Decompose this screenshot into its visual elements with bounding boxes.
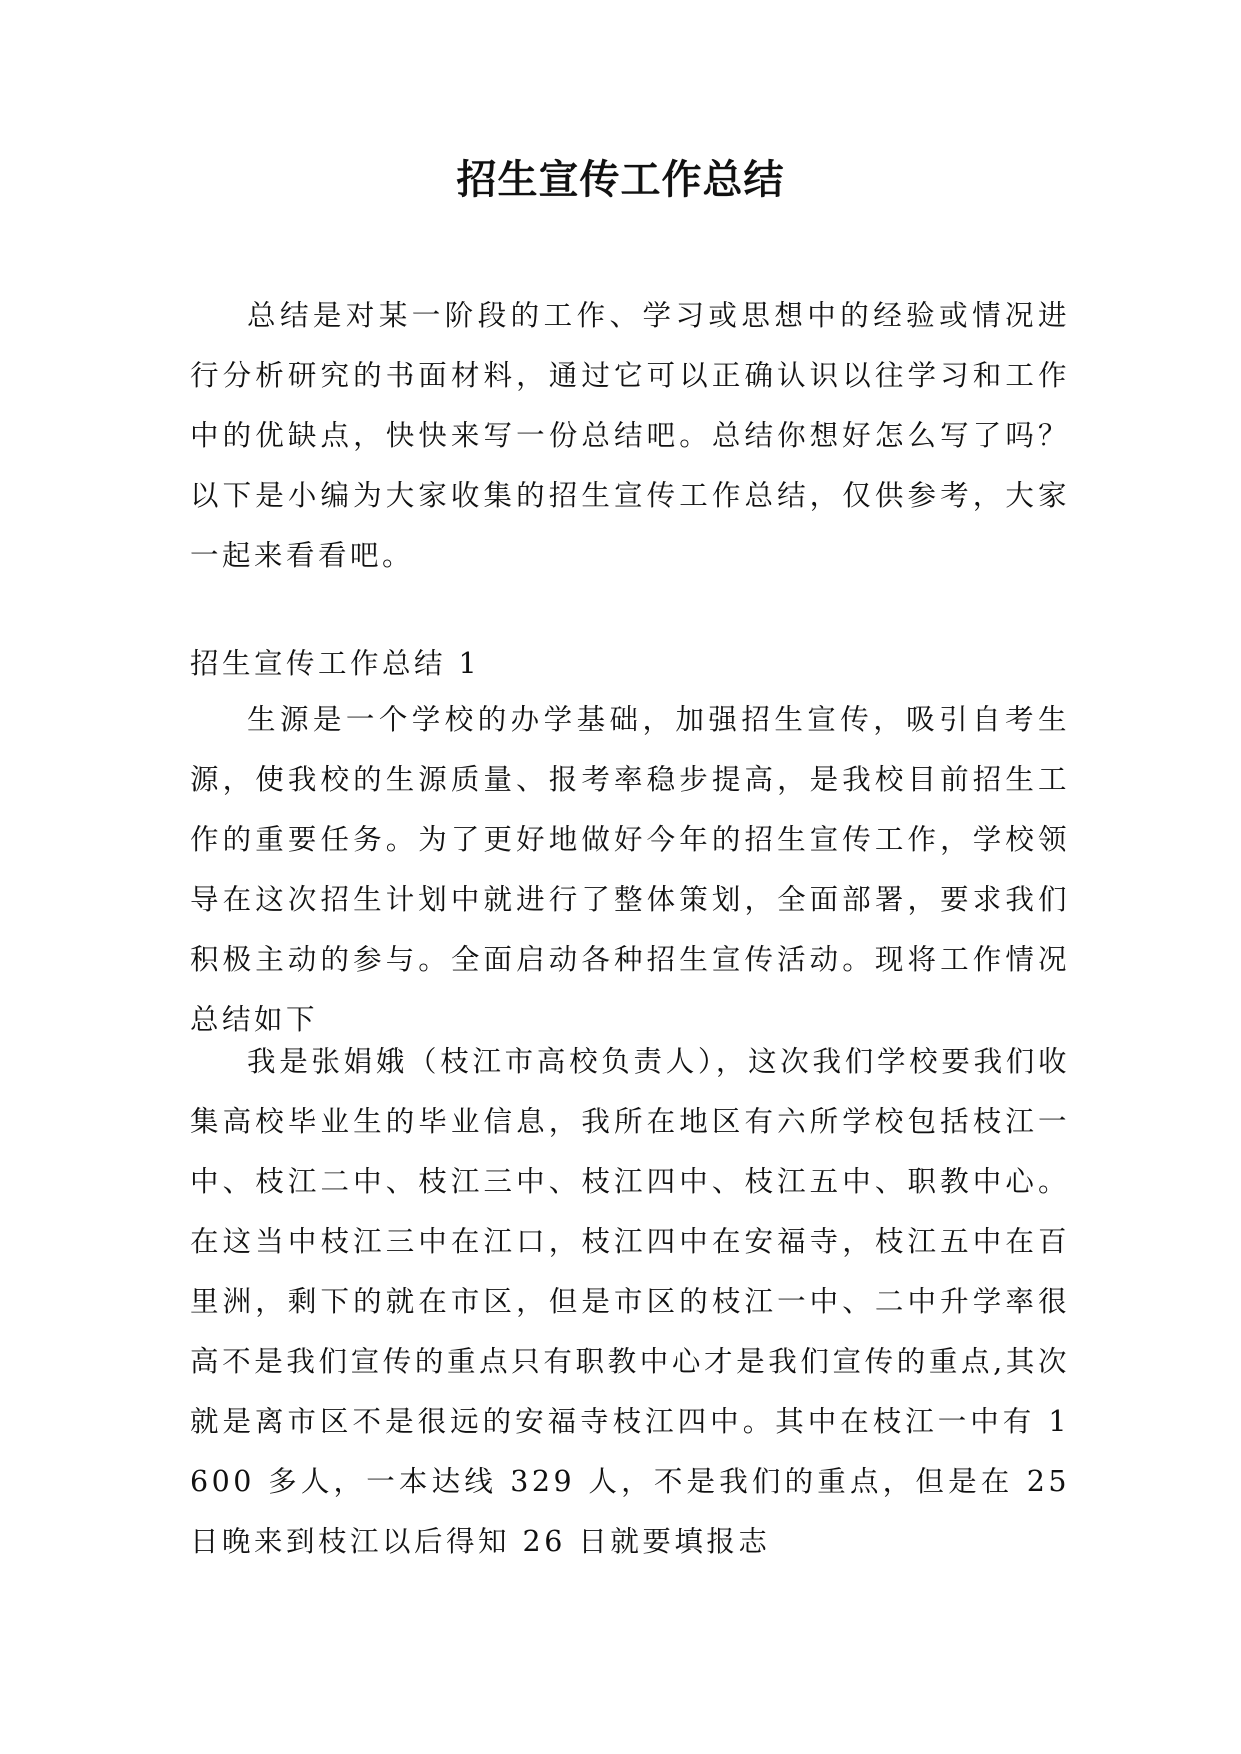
document-title: 招生宣传工作总结 (456, 156, 785, 203)
section-heading: 招生宣传工作总结 1 (190, 647, 481, 680)
intro-paragraph: 总结是对某一阶段的工作、学习或思想中的经验或情况进行分析研究的书面材料，通过它可以正确认识以往学习和工作中的优缺点，快快来写一份总结吧。总结你想好怎么写了吗？以下是小编为大家收集的招生宣传工作总结，仅供参考，大家一起来看看吧。 (190, 299, 1070, 572)
body-paragraph: 生源是一个学校的办学基础，加强招生宣传，吸引自考生源，使我校的生源质量、报考率稳步提高，是我校目前招生工作的重要任务。为了更好地做好今年的招生宣传工作，学校领导在这次招生计划中就进行了整体策划，全面部署，要求我们积极主动的参与。全面启动各种招生宣传活动。现将工作情况总结如下 (190, 703, 1070, 1036)
body-paragraph: 我是张娟娥（枝江市高校负责人），这次我们学校要我们收集高校毕业生的毕业信息，我所在地区有六所学校包括枝江一中、枝江二中、枝江三中、枝江四中、枝江五中、职教中心。在这当中枝江三中在江口，枝江四中在安福寺，枝江五中在百里洲，剩下的就在市区，但是市区的枝江一中、二中升学率很高不是我们宣传的重点只有职教中心才是我们宣传的重点,其次就是离市区不是很远的安福寺枝江四中。其中在枝江一中有 1600 多人，一本达线 329 人，不是我们的重点，但是在 25 日晚来到枝江以后得知 26 日就要填报志 (190, 1045, 1070, 1558)
